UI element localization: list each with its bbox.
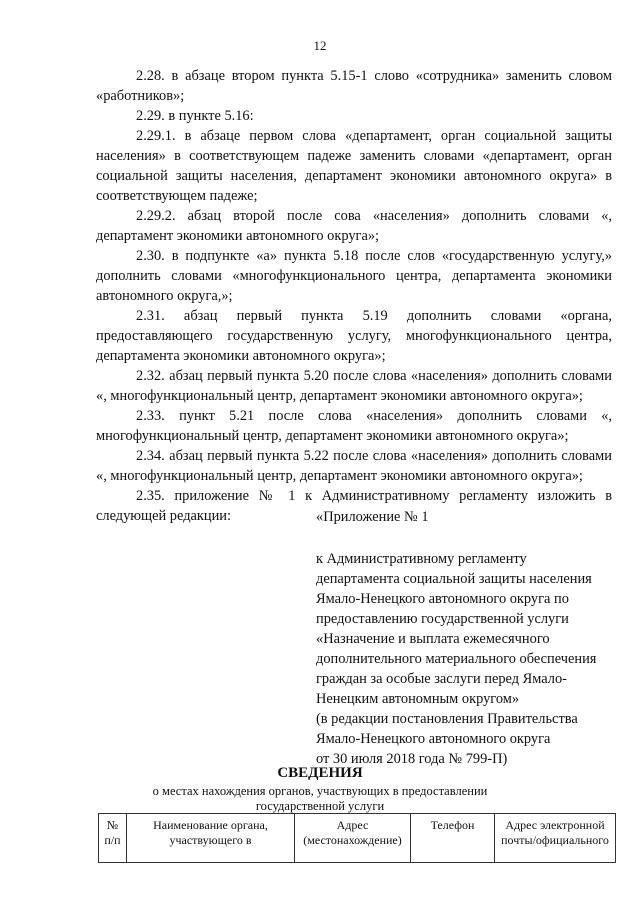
annex-line: Ненецким автономным округом» bbox=[316, 691, 520, 707]
amendments-text bbox=[96, 66, 612, 526]
annex-title: «Приложение № 1 bbox=[316, 509, 429, 525]
annex-line: «Назначение и выплата ежемесячного bbox=[316, 631, 550, 647]
annex-line: Ямало-Ненецкого автономного округа bbox=[316, 731, 551, 747]
paragraph-2-32: 2.32. абзац первый пункта 5.20 после слова «населения» дополнить словами «, многофункциональный центр, департамент экономики автономного округа»; bbox=[96, 368, 612, 404]
annex-line: к Административному регламенту bbox=[316, 551, 527, 567]
organs-table bbox=[98, 813, 616, 863]
section-subtitle-line: о местах нахождения органов, участвующих в предоставлении bbox=[152, 784, 488, 798]
section-subtitle bbox=[0, 784, 640, 814]
paragraph-2-33: 2.33. пункт 5.21 после слова «населения» дополнить словами «, многофункциональный центр, департамент экономики автономного округа»; bbox=[96, 408, 612, 444]
paragraph-2-31: 2.31. абзац первый пункта 5.19 дополнить словами «органа, предоставляющего государственную услугу, многофункционального центра, департамента экономики автономного округа»; bbox=[96, 308, 612, 364]
header-cell-organ-name: Наименование органа, участвующего в bbox=[127, 814, 295, 863]
header-cell-phone: Телефон bbox=[411, 814, 495, 863]
annex-line: (в редакции постановления Правительства bbox=[316, 711, 578, 727]
annex-line: дополнительного материального обеспечения bbox=[316, 651, 597, 667]
annex-line: предоставлению государственной услуги bbox=[316, 611, 569, 627]
header-cell-number: № п/п bbox=[99, 814, 127, 863]
header-cell-address: Адрес (местонахождение) bbox=[295, 814, 411, 863]
paragraph-2-29-2: 2.29.2. абзац второй после сова «населения» дополнить словами «, департамент экономики автономного округа»; bbox=[96, 208, 612, 244]
section-subtitle-line: государственной услуги bbox=[255, 799, 385, 813]
annex-heading bbox=[316, 507, 616, 769]
paragraph-2-34: 2.34. абзац первый пункта 5.22 после слова «населения» дополнить словами «, многофункциональный центр, департамент экономики автономного округа»; bbox=[96, 448, 612, 484]
table-header-row bbox=[99, 814, 616, 863]
annex-line: Ямало-Ненецкого автономного округа по bbox=[316, 591, 569, 607]
paragraph-2-30: 2.30. в подпункте «а» пункта 5.18 после слов «государственную услугу,» дополнить словами «многофункционального центра, департамента экономики автономного округа,»; bbox=[96, 248, 612, 304]
paragraph-2-35: 2.35. приложение № 1 к Административному регламенту изложить в следующей редакции: bbox=[96, 488, 612, 524]
header-cell-email: Адрес электронной почты/официального bbox=[495, 814, 616, 863]
annex-line: от 30 июля 2018 года № 799-П) bbox=[316, 751, 508, 767]
annex-line: граждан за особые заслуги перед Ямало- bbox=[316, 671, 567, 687]
section-title: СВЕДЕНИЯ bbox=[277, 765, 363, 781]
paragraph-2-29: 2.29. в пункте 5.16: bbox=[136, 108, 254, 124]
page-number: 12 bbox=[313, 38, 327, 53]
paragraph-2-29-1: 2.29.1. в абзаце первом слова «департамент, орган социальной защиты населения» в соответствующем падеже заменить словами «департамент, орган социальной защиты населения, департамент экономики автономного округа» в соответствующем падеже; bbox=[96, 128, 612, 204]
annex-line: департамента социальной защиты населения bbox=[316, 571, 592, 587]
paragraph-2-28: 2.28. в абзаце втором пункта 5.15-1 слово «сотрудника» заменить словом «работников»; bbox=[96, 68, 612, 104]
